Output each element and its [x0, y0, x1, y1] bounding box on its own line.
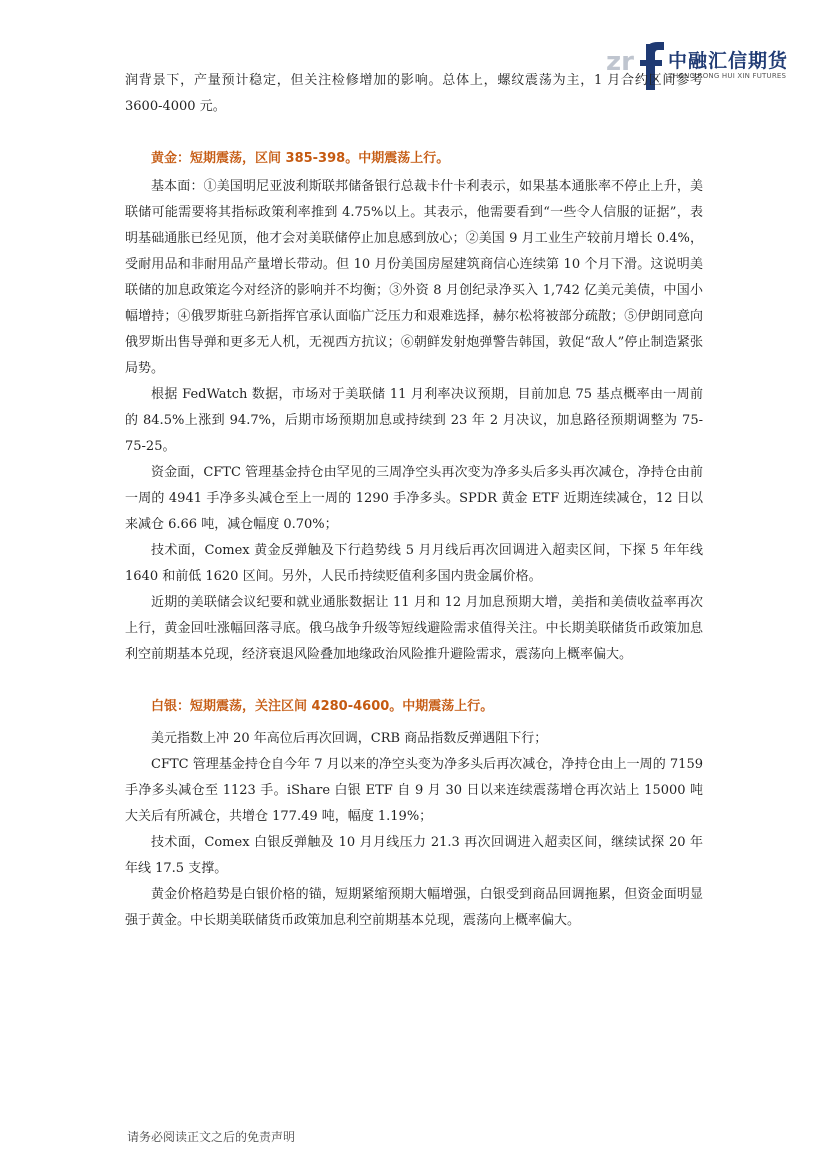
gold-fedwatch-paragraph: 根据 FedWatch 数据，市场对于美联储 11 月利率决议预期，目前加息 75 基点概率由一周前的 84.5%上涨到 94.7%，后期市场预期加息或持续到 23 年 2 月决议，加息路径预期调整为 75-75-25。: [125, 387, 703, 454]
gold-technical-paragraph: 技术面，Comex 黄金反弹触及下行趋势线 5 月月线后再次回调进入超卖区间，下探 5 年年线 1640 和前低 1620 区间。另外，人民币持续贬值利多国内贵金属价格。: [125, 543, 703, 584]
silver-macro-paragraph: 美元指数上冲 20 年高位后再次回调，CRB 商品指数反弹遇阻下行；: [151, 731, 548, 746]
silver-heading: 白银：短期震荡，关注区间 4280-4600。中期震荡上行。: [151, 699, 494, 714]
gold-funds-paragraph: 资金面，CFTC 管理基金持仓由罕见的三周净空头再次变为净多头后多头再次减仓，净持仓由前一周的 4941 手净多头减仓至上一周的 1290 手净多头。SPDR 黄金 ETF 近期连续减仓，12 日以来减仓 6.66 吨，减仓幅度 0.70%；: [125, 465, 703, 532]
report-body: [125, 68, 703, 934]
intro-paragraph: 润背景下，产量预计稳定，但关注检修增加的影响。总体上，螺纹震荡为主，1 月合约区间参考 3600-4000 元。: [125, 73, 703, 114]
silver-technical-paragraph: 技术面，Comex 白银反弹触及 10 月月线压力 21.3 再次回调进入超卖区间，继续试探 20 年年线 17.5 支撑。: [125, 835, 703, 876]
disclaimer-footer: 请务必阅读正文之后的免责声明: [127, 1130, 296, 1144]
gold-fundamentals-paragraph: 基本面：①美国明尼亚波利斯联邦储备银行总裁卡什卡利表示，如果基本通胀率不停止上升，美联储可能需要将其指标政策利率推到 4.75%以上。其表示，他需要看到“一些令人信服的证据”，表明基础通胀已经见顶，他才会对美联储停止加息感到放心；②美国 9 月工业生产较前月增长 0.4%，受耐用品和非耐用品产量增长带动。但 10 月份美国房屋建筑商信心连续第 10 个月下滑。这说明美联储的加息政策迄今对经济的影响并不均衡；③外资 8 月创纪录净买入 1,742 亿美元美债，中国小幅增持；④俄罗斯驻乌新指挥官承认面临广泛压力和艰难选择，赫尔松将被部分疏散；⑤伊朗同意向俄罗斯出售导弹和更多无人机，无视西方抗议；⑥朝鲜发射炮弹警告韩国，敦促“敌人”停止制造紧张局势。: [125, 179, 703, 376]
logo-english-name: ZHONG RONG HUI XIN FUTURES: [668, 72, 787, 80]
silver-summary-paragraph: 黄金价格趋势是白银价格的锚，短期紧缩预期大幅增强，白银受到商品回调拖累，但资金面明显强于黄金。中长期美联储货币政策加息利空前期基本兑现，震荡向上概率偏大。: [125, 887, 703, 928]
gold-heading: 黄金：短期震荡，区间 385-398。中期震荡上行。: [151, 151, 450, 166]
gold-summary-paragraph: 近期的美联储会议纪要和就业通胀数据让 11 月和 12 月加息预期大增，美指和美债收益率再次上行，黄金回吐涨幅回落寻底。俄乌战争升级等短线避险需求值得关注。中长期美联储货币政策加息利空前期基本兑现，经济衰退风险叠加地缘政治风险推升避险需求，震荡向上概率偏大。: [125, 595, 703, 662]
svg-text:zr: zr: [606, 47, 634, 77]
silver-funds-paragraph: CFTC 管理基金持仓自今年 7 月以来的净空头变为净多头后再次减仓，净持仓由上一周的 7159 手净多头减仓至 1123 手。iShare 白银 ETF 自 9 月 30 日以来连续震荡增仓再次站上 15000 吨大关后有所减仓，共增仓 177.49 吨，幅度 1.19%；: [125, 757, 703, 824]
logo-chinese-name: 中融汇信期货: [668, 50, 789, 72]
